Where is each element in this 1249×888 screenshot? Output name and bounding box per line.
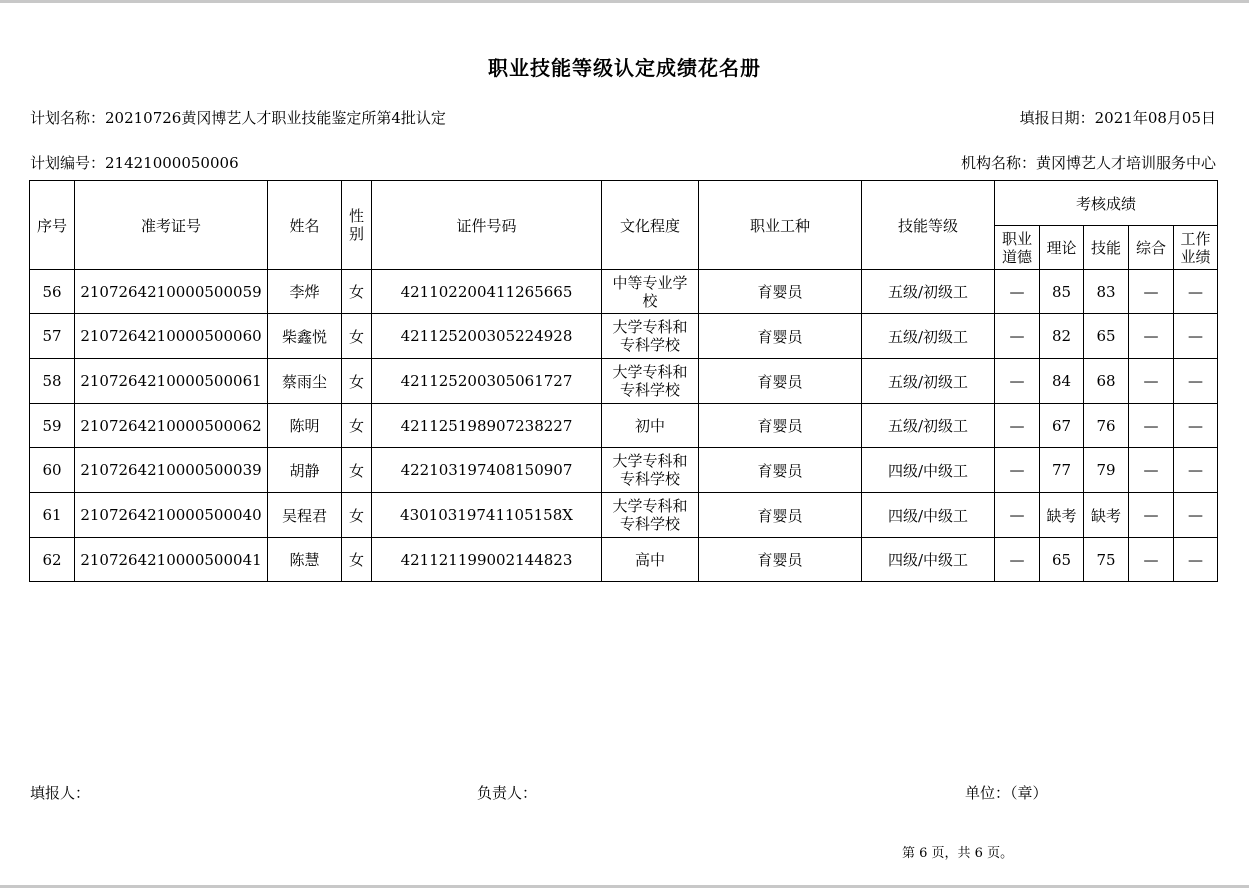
cell-education-line1: 中等专业学 [612,273,688,292]
table-row [30,314,1218,359]
cell-theory: 缺考 [1040,493,1084,538]
cell-occupation: 育婴员 [699,270,862,314]
cell-theory: 77 [1040,448,1084,493]
page-top-edge [0,0,1249,3]
cell-level: 五级/初级工 [862,359,995,404]
cell-comprehensive: — [1129,314,1174,359]
header-work-line1: 工作 [1180,229,1211,248]
header-gender [342,181,372,270]
cell-name: 陈明 [268,404,342,448]
table-row [30,404,1218,448]
cell-exam-no: 2107264210000500060 [75,314,268,359]
page-indicator: 第 6 页，共 6 页。 [902,846,1014,861]
header-work-line2: 业绩 [1180,247,1211,266]
cell-level: 五级/初级工 [862,270,995,314]
cell-gender: 女 [342,493,372,538]
footer-reporter: 填报人： [30,784,91,802]
cell-occupation: 育婴员 [699,314,862,359]
table-row [30,538,1218,582]
cell-education: 高中 [602,538,699,582]
cell-education [602,314,699,359]
cell-comprehensive: — [1129,538,1174,582]
cell-exam-no: 2107264210000500062 [75,404,268,448]
cell-work: — [1174,493,1218,538]
cell-theory: 85 [1040,270,1084,314]
cell-education-line1: 大学专科和 [612,318,688,336]
cell-seq: 62 [30,538,75,582]
cell-ethics: — [995,359,1040,404]
cell-id-no: 421125198907238227 [372,404,602,448]
cell-name: 吴程君 [268,493,342,538]
report-date: 填报日期：2021年08月05日 [1019,109,1216,127]
cell-occupation: 育婴员 [699,538,862,582]
header-gender-line1: 性 [348,207,364,225]
cell-comprehensive: — [1129,270,1174,314]
cell-level: 五级/初级工 [862,404,995,448]
page-title: 职业技能等级认定成绩花名册 [488,56,761,80]
cell-comprehensive: — [1129,493,1174,538]
cell-occupation: 育婴员 [699,493,862,538]
cell-skill: 79 [1084,448,1129,493]
cell-education-line2: 专科学校 [619,381,680,399]
cell-seq: 57 [30,314,75,359]
header-gender-line2: 别 [348,225,364,243]
cell-theory: 82 [1040,314,1084,359]
header-ethics [995,226,1040,270]
cell-gender: 女 [342,538,372,582]
cell-ethics: — [995,314,1040,359]
header-theory: 理论 [1040,226,1084,270]
cell-work: — [1174,314,1218,359]
cell-comprehensive: — [1129,359,1174,404]
cell-seq: 59 [30,404,75,448]
cell-education [602,270,699,314]
cell-level: 五级/初级工 [862,314,995,359]
org-name: 机构名称：黄冈博艺人才培训服务中心 [960,154,1216,172]
cell-comprehensive: — [1129,404,1174,448]
cell-education-line2: 校 [642,291,658,310]
cell-theory: 65 [1040,538,1084,582]
header-id-no: 证件号码 [372,181,602,270]
cell-work: — [1174,404,1218,448]
header-skill: 技能 [1084,226,1129,270]
cell-education-line2: 专科学校 [619,336,680,354]
cell-exam-no: 2107264210000500061 [75,359,268,404]
cell-work: — [1174,538,1218,582]
cell-education-line1: 大学专科和 [612,363,688,381]
cell-name: 蔡雨尘 [268,359,342,404]
cell-seq: 61 [30,493,75,538]
cell-theory: 84 [1040,359,1084,404]
cell-seq: 60 [30,448,75,493]
header-exam-no: 准考证号 [75,181,268,270]
cell-name: 陈慧 [268,538,342,582]
cell-skill: 76 [1084,404,1129,448]
cell-occupation: 育婴员 [699,448,862,493]
cell-theory: 67 [1040,404,1084,448]
cell-education [602,448,699,493]
cell-skill: 65 [1084,314,1129,359]
cell-gender: 女 [342,448,372,493]
cell-seq: 56 [30,270,75,314]
header-seq: 序号 [30,181,75,270]
score-table [29,180,1218,582]
cell-seq: 58 [30,359,75,404]
header-education: 文化程度 [602,181,699,270]
cell-exam-no: 2107264210000500041 [75,538,268,582]
cell-ethics: — [995,538,1040,582]
header-level: 技能等级 [862,181,995,270]
cell-name: 李烨 [268,270,342,314]
cell-occupation: 育婴员 [699,404,862,448]
cell-education [602,493,699,538]
cell-occupation: 育婴员 [699,359,862,404]
header-ethics-line2: 道德 [1001,247,1032,266]
cell-exam-no: 2107264210000500059 [75,270,268,314]
plan-name: 计划名称：20210726黄冈博艺人才职业技能鉴定所第4批认定 [30,109,446,127]
cell-ethics: — [995,448,1040,493]
header-ethics-line1: 职业 [1001,229,1032,248]
header-comprehensive: 综合 [1129,226,1174,270]
plan-number: 计划编号：21421000050006 [30,154,239,172]
cell-work: — [1174,448,1218,493]
cell-gender: 女 [342,359,372,404]
cell-ethics: — [995,493,1040,538]
header-work [1174,226,1218,270]
cell-id-no: 421125200305061727 [372,359,602,404]
footer-responsible: 负责人： [477,784,538,802]
header-name: 姓名 [268,181,342,270]
cell-education-line2: 专科学校 [619,470,680,488]
cell-education-line1: 大学专科和 [612,497,688,515]
cell-work: — [1174,270,1218,314]
cell-comprehensive: — [1129,448,1174,493]
cell-education [602,359,699,404]
cell-gender: 女 [342,270,372,314]
cell-name: 柴鑫悦 [268,314,342,359]
cell-exam-no: 2107264210000500039 [75,448,268,493]
table-row [30,493,1218,538]
cell-level: 四级/中级工 [862,448,995,493]
cell-id-no: 422103197408150907 [372,448,602,493]
header-occupation: 职业工种 [699,181,862,270]
table-row [30,359,1218,404]
cell-id-no: 421102200411265665 [372,270,602,314]
cell-education-line2: 专科学校 [619,515,680,533]
cell-name: 胡静 [268,448,342,493]
cell-id-no: 43010319741105158X [372,493,602,538]
cell-skill: 75 [1084,538,1129,582]
table-row [30,448,1218,493]
cell-skill: 缺考 [1084,493,1129,538]
cell-education-line1: 大学专科和 [612,452,688,470]
cell-ethics: — [995,404,1040,448]
table-row [30,270,1218,314]
cell-ethics: — [995,270,1040,314]
cell-id-no: 421125200305224928 [372,314,602,359]
cell-id-no: 421121199002144823 [372,538,602,582]
cell-gender: 女 [342,404,372,448]
footer-unit-stamp: 单位：（章） [965,784,1048,802]
cell-level: 四级/中级工 [862,493,995,538]
cell-education: 初中 [602,404,699,448]
cell-level: 四级/中级工 [862,538,995,582]
cell-work: — [1174,359,1218,404]
cell-gender: 女 [342,314,372,359]
header-scores: 考核成绩 [995,181,1218,226]
cell-skill: 83 [1084,270,1129,314]
cell-skill: 68 [1084,359,1129,404]
cell-exam-no: 2107264210000500040 [75,493,268,538]
